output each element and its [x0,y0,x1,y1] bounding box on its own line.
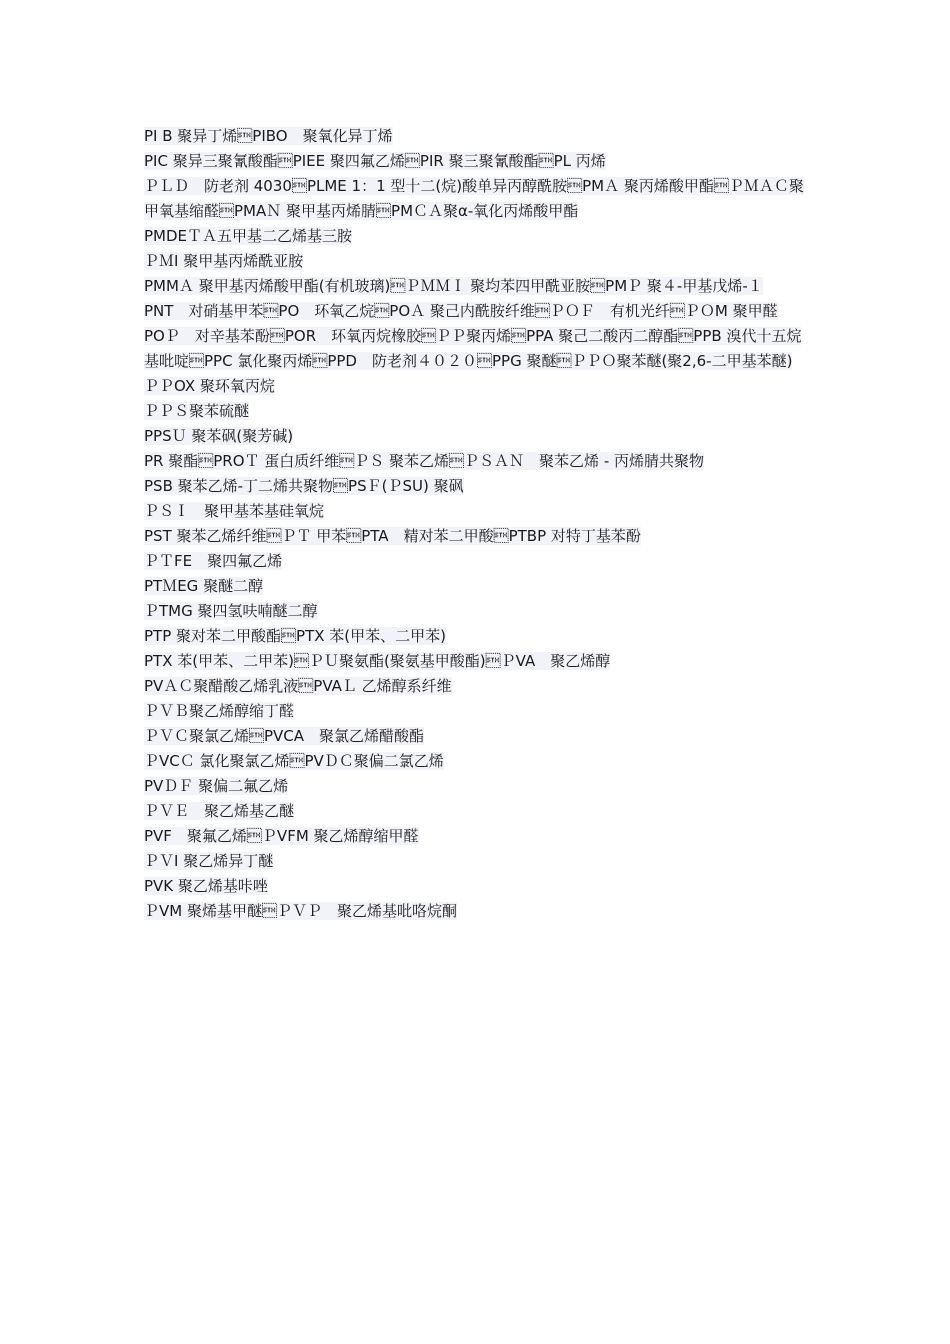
abbreviation-line: ＰＰＳ聚苯硫醚 [144,402,250,420]
abbreviation-line: PPSＵ 聚苯砜(聚芳碱) [144,427,294,445]
abbreviation-line: ＰＳＩ 聚甲基苯基硅氧烷 [144,502,325,520]
abbreviation-line: PVＡＣ聚醋酸乙烯乳液PVAＬ 乙烯醇系纤维 [144,677,452,695]
abbreviation-line: PNT 对硝基甲苯PO 环氧乙烷POＡ 聚己内酰胺纤维ＰＯＦ 有机光纤ＰＯM 聚甲醛 [144,302,778,320]
abbreviation-line: ＰＶＣ聚氯乙烯PVCA 聚氯乙烯醋酸酯 [144,727,425,745]
document-page [144,124,810,924]
abbreviation-line: PST 聚苯乙烯纤维ＰＴ 甲苯PTA 精对苯二甲酸PTBP 对特丁基苯酚 [144,527,641,545]
abbreviation-line: PI B 聚异丁烯PIBO 聚氧化异丁烯 [144,127,393,145]
abbreviation-line: PMMＡ 聚甲基丙烯酸甲酯(有机玻璃)ＰＭＭＩ 聚均苯四甲酰亚胺PMＰ 聚４-甲基戊烯-１ [144,277,763,295]
abbreviation-line: PR 聚酯PROＴ 蛋白质纤维ＰＳ 聚苯乙烯ＰＳＡＮ 聚苯乙烯 - 丙烯腈共聚物 [144,452,704,470]
abbreviation-line: PTＭEG 聚醚二醇 [144,577,264,595]
abbreviation-line: PSB 聚苯乙烯-丁二烯共聚物PSＦ(ＰSU) 聚砜 [144,477,464,495]
abbreviation-line: ＰVCＣ 氯化聚氯乙烯PVＤＣ聚偏二氯乙烯 [144,752,444,770]
abbreviation-line: PVK 聚乙烯基咔唑 [144,877,268,895]
abbreviation-line: PVＤＦ 聚偏二氟乙烯 [144,777,289,795]
abbreviation-line: PIC 聚异三聚氰酸酯PIEE 聚四氟乙烯PIR 聚三聚氰酸酯PL 丙烯 [144,152,606,170]
abbreviation-line: ＰＴFE 聚四氟乙烯 [144,552,283,570]
abbreviation-line: PVF 聚氟乙烯ＰVFM 聚乙烯醇缩甲醛 [144,827,419,845]
abbreviation-line: ＰＶＢ聚乙烯醇缩丁醛 [144,702,295,720]
abbreviation-line: PTP 聚对苯二甲酸酯PTX 苯(甲苯、二甲苯) [144,627,446,645]
abbreviation-line: ＰＭI 聚甲基丙烯酰亚胺 [144,252,304,270]
abbreviation-line: PTX 苯(甲苯、二甲苯)ＰＵ聚氨酯(聚氨基甲酸酯)ＰVA 聚乙烯醇 [144,652,611,670]
abbreviation-line: PMDEＴＡ五甲基二乙烯基三胺 [144,227,353,245]
abbreviation-line: ＰＶＥ 聚乙烯基乙醚 [144,802,295,820]
abbreviation-line: ＰＬＤ 防老剂 4030PLME 1：1 型十二(烷)酸单异丙醇酰胺PMＡ 聚丙烯酸甲酯ＰＭＡＣ聚甲氧基缩醛PMAＮ 聚甲基丙烯腈PMＣＡ聚α-氧化丙烯酸甲酯 [144,177,804,220]
abbreviation-line: POＰ 对辛基苯酚POR 环氧丙烷橡胶ＰＰ聚丙烯PPA 聚己二酸丙二醇酯PPB 溴代十五烷基吡啶PPC 氯化聚丙烯PPD 防老剂４０２０PPG 聚醚ＰＰＯ聚苯醚(聚2,6-二甲基苯醚) [144,327,802,370]
abbreviation-line: ＰＶI 聚乙烯异丁醚 [144,852,274,870]
abbreviation-line: ＰTMG 聚四氢呋喃醚二醇 [144,602,318,620]
abbreviation-line: ＰＰOX 聚环氧丙烷 [144,377,275,395]
abbreviation-line: ＰVM 聚烯基甲醚ＰＶＰ 聚乙烯基吡咯烷酮 [144,902,457,920]
